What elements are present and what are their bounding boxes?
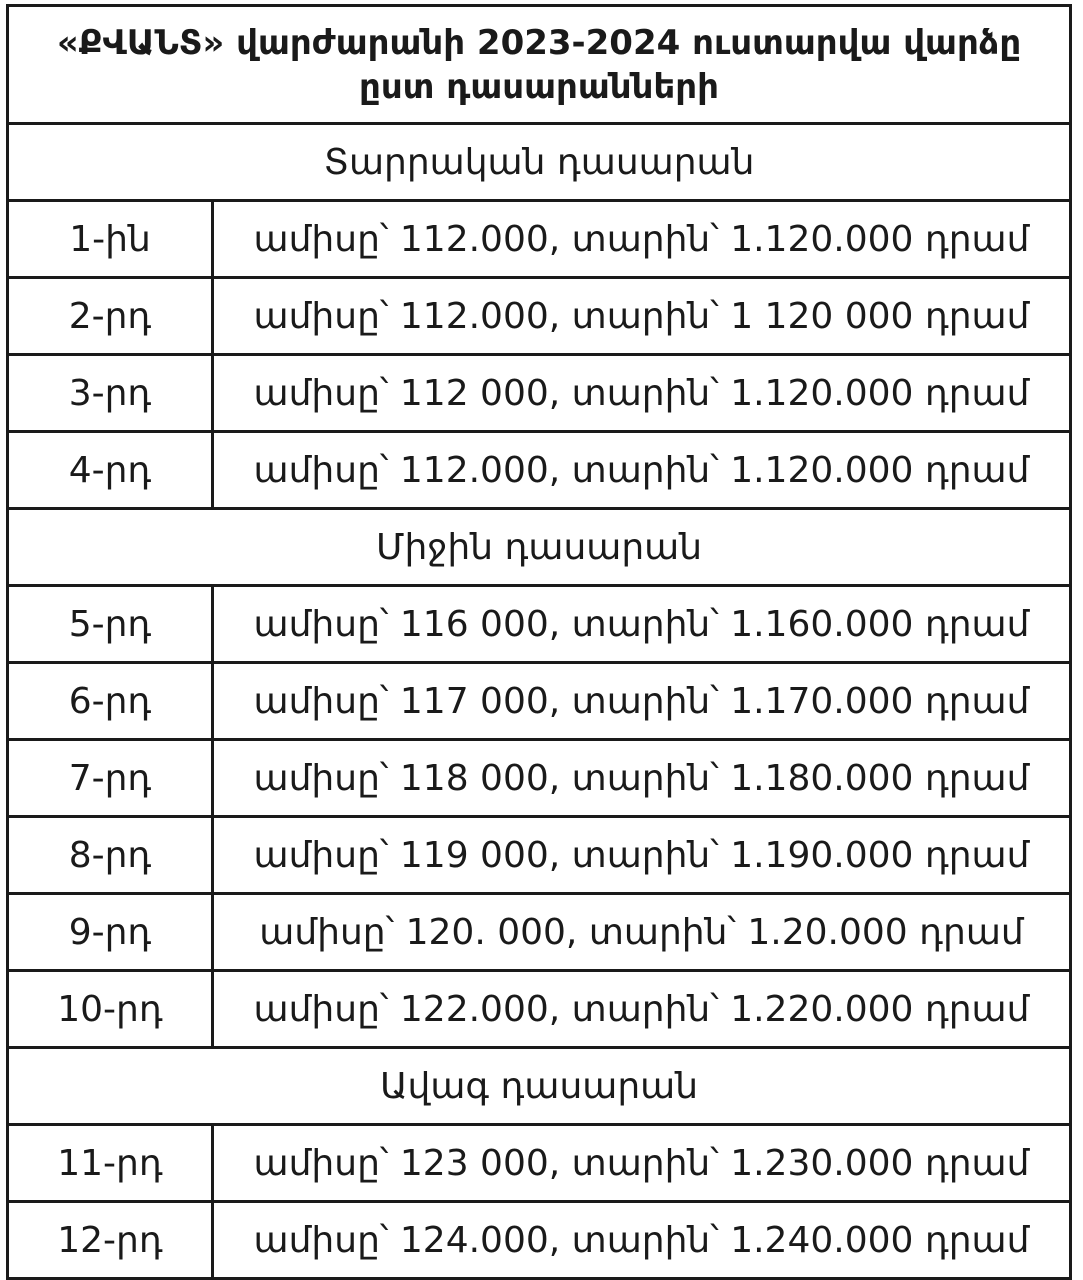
grade-cell: 6-րդ — [9, 664, 214, 738]
table-row — [9, 664, 1069, 741]
fee-cell: ամիսը՝ 119 000, տարին՝ 1.190.000 դրամ — [253, 834, 1030, 876]
table-row — [9, 895, 1069, 972]
fee-cell: ամիսը՝ 116 000, տարին՝ 1.160.000 դրամ — [253, 603, 1030, 645]
grade-cell: 7-րդ — [9, 741, 214, 815]
grade-cell: 1-ին — [9, 202, 214, 276]
grade-cell: 12-րդ — [9, 1203, 214, 1277]
fee-cell: ամիսը՝ 112.000, տարին՝ 1 120 000 դրամ — [253, 295, 1030, 337]
table-row — [9, 1203, 1069, 1277]
grade-cell: 9-րդ — [9, 895, 214, 969]
table-row — [9, 202, 1069, 279]
table-row — [9, 433, 1069, 510]
fee-cell: ամիսը՝ 117 000, տարին՝ 1.170.000 դրամ — [253, 680, 1030, 722]
fee-cell: ամիսը՝ 124.000, տարին՝ 1.240.000 դրամ — [253, 1219, 1030, 1261]
grade-cell: 3-րդ — [9, 356, 214, 430]
table-row — [9, 279, 1069, 356]
fee-cell: ամիսը՝ 122.000, տարին՝ 1.220.000 դրամ — [253, 988, 1030, 1030]
fee-cell: ամիսը՝ 112.000, տարին՝ 1.120.000 դրամ — [253, 449, 1030, 491]
fee-cell: ամիսը՝ 120. 000, տարին՝ 1.20.000 դրամ — [259, 911, 1024, 953]
section-heading-high: Ավագ դասարան — [9, 1049, 1069, 1126]
fee-cell: ամիսը՝ 112.000, տարին՝ 1.120.000 դրամ — [253, 218, 1030, 260]
fee-cell: ամիսը՝ 112 000, տարին՝ 1.120.000 դրամ — [253, 372, 1030, 414]
grade-cell: 11-րդ — [9, 1126, 214, 1200]
table-row — [9, 741, 1069, 818]
table-row — [9, 1126, 1069, 1203]
title-line-1: «ՔՎԱՆՏ» վարժարանի 2023-2024 ուստարվա վարձը — [56, 22, 1022, 63]
grade-cell: 8-րդ — [9, 818, 214, 892]
title-line-2: ըստ դասարանների — [359, 66, 719, 107]
table-title — [9, 7, 1069, 125]
grade-cell: 10-րդ — [9, 972, 214, 1046]
grade-cell: 5-րդ — [9, 587, 214, 661]
grade-cell: 4-րդ — [9, 433, 214, 507]
table-row — [9, 587, 1069, 664]
fee-cell: ամիսը՝ 118 000, տարին՝ 1.180.000 դրամ — [253, 757, 1030, 799]
grade-cell: 2-րդ — [9, 279, 214, 353]
table-row — [9, 972, 1069, 1049]
section-heading-middle: Միջին դասարան — [9, 510, 1069, 587]
fee-cell: ամիսը՝ 123 000, տարին՝ 1.230.000 դրամ — [253, 1142, 1030, 1184]
table-row — [9, 356, 1069, 433]
tuition-table — [6, 4, 1072, 1280]
section-heading-elementary: Տարրական դասարան — [9, 125, 1069, 202]
table-row — [9, 818, 1069, 895]
